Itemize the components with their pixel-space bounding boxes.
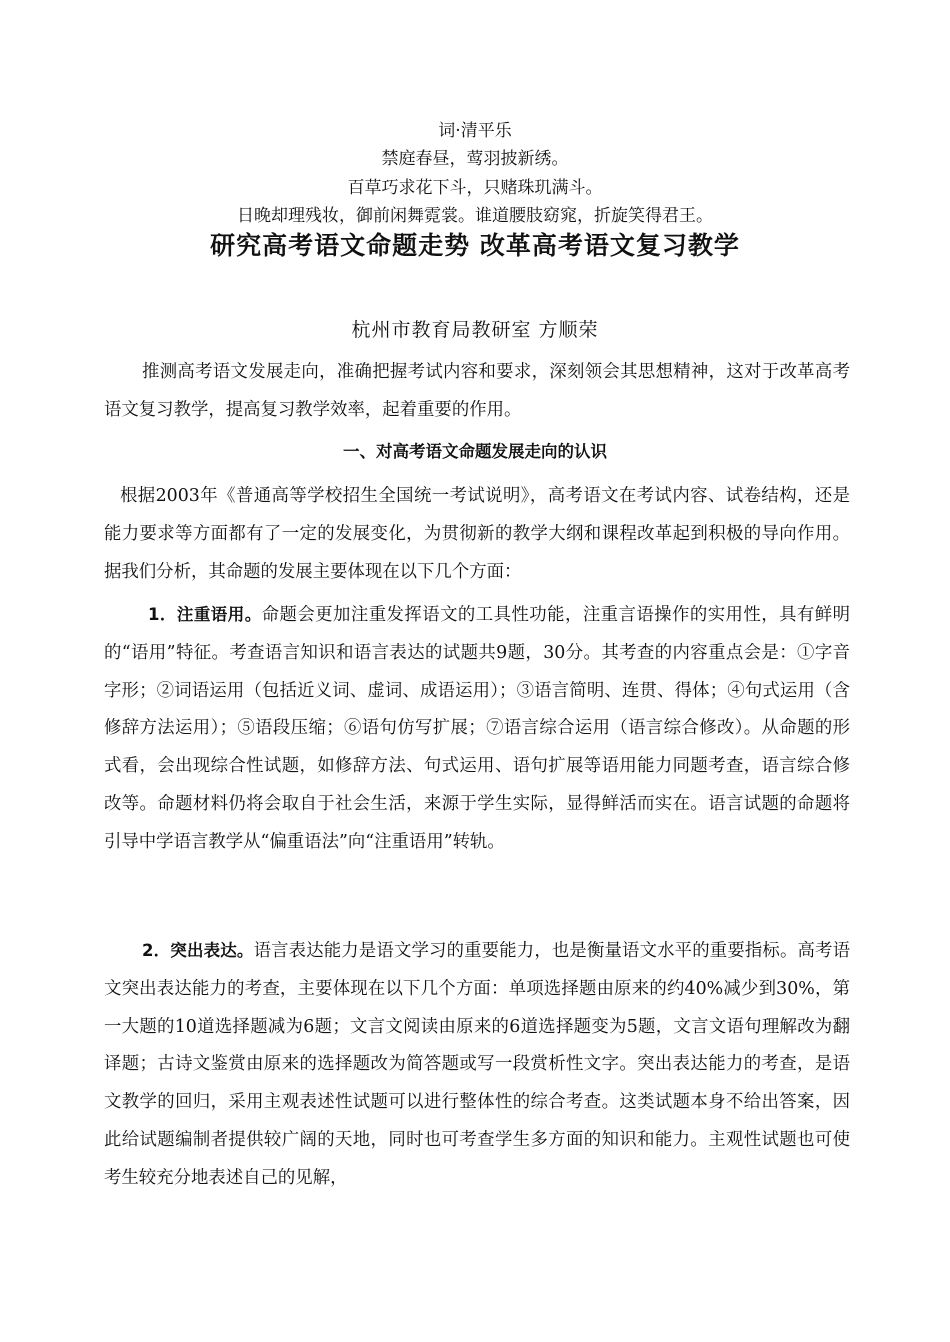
poem-title: 词·清平乐 — [438, 121, 512, 141]
article-author: 杭州市教育局教研室 方顺荣 — [351, 319, 599, 341]
poem-line: 日晚却理残妆，御前闲舞霓裳。谁道腰肢窈窕，折旋笑得君王。 — [237, 206, 713, 226]
section-heading: 一、对高考语文命题发展走向的认识 — [343, 442, 607, 461]
poem-line: 百草巧求花下斗，只赌珠玑满斗。 — [347, 178, 603, 198]
item-paragraph-2 — [104, 932, 850, 1198]
intro-paragraph: 推测高考语文发展走向，准确把握考试内容和要求，深刻领会其思想精神，这对于改革高考语文复习教学，提高复习教学效率，起着重要的作用。 — [104, 362, 850, 420]
item-paragraph-1 — [104, 596, 850, 862]
item-body: 语言表达能力是语文学习的重要能力，也是衡量语文水平的重要指标。高考语文突出表达能力的考查，主要体现在以下几个方面：单项选择题由原来的约40%减少到30%，第一大题的10道选择题减为6题；文言文阅读由原来的6道选择题变为5题，文言文语句理解改为翻译题；古诗文鉴赏由原来的选择题改为简答题或写一段赏析性文字。突出表达能力的考查，是语文教学的回归，采用主观表述性试题可以进行整体性的综合考查。这类试题本身不给出答案，因此给试题编制者提供较广阔的天地，同时也可考查学生多方面的知识和能力。主观性试题也可使考生较充分地表述自己的见解， — [104, 941, 850, 1188]
article-title: 研究高考语文命题走势 改革高考语文复习教学 — [210, 231, 740, 260]
item-lead: 1．注重语用。 — [148, 605, 262, 624]
poem-line: 禁庭春昼，莺羽披新绣。 — [381, 149, 569, 169]
item-lead: 2．突出表达。 — [142, 941, 254, 960]
item-body: 命题会更加注重发挥语文的工具性功能，注重言语操作的实用性，具有鲜明的“语用”特征。考查语言知识和语言表达的试题共9题，30分。其考查的内容重点会是：①字音字形；②词语运用（包括近义词、虚词、成语运用）；③语言简明、连贯、得体；④句式运用（含修辞方法运用）；⑤语段压缩；⑥语句仿写扩展；⑦语言综合运用（语言综合修改）。从命题的形式看，会出现综合性试题，如修辞方法、句式运用、语句扩展等语用能力同题考查，语言综合修改等。命题材料仍将会取自于社会生活，来源于学生实际，显得鲜活而实在。语言试题的命题将引导中学语言教学从“偏重语法”向“注重语用”转轨。 — [104, 605, 850, 852]
section-intro-paragraph: 根据2003年《普通高等学校招生全国统一考试说明》，高考语文在考试内容、试卷结构，还是能力要求等方面都有了一定的发展变化，为贯彻新的教学大纲和课程改革起到积极的导向作用。据我们分析，其命题的发展主要体现在以下几个方面： — [104, 486, 850, 582]
